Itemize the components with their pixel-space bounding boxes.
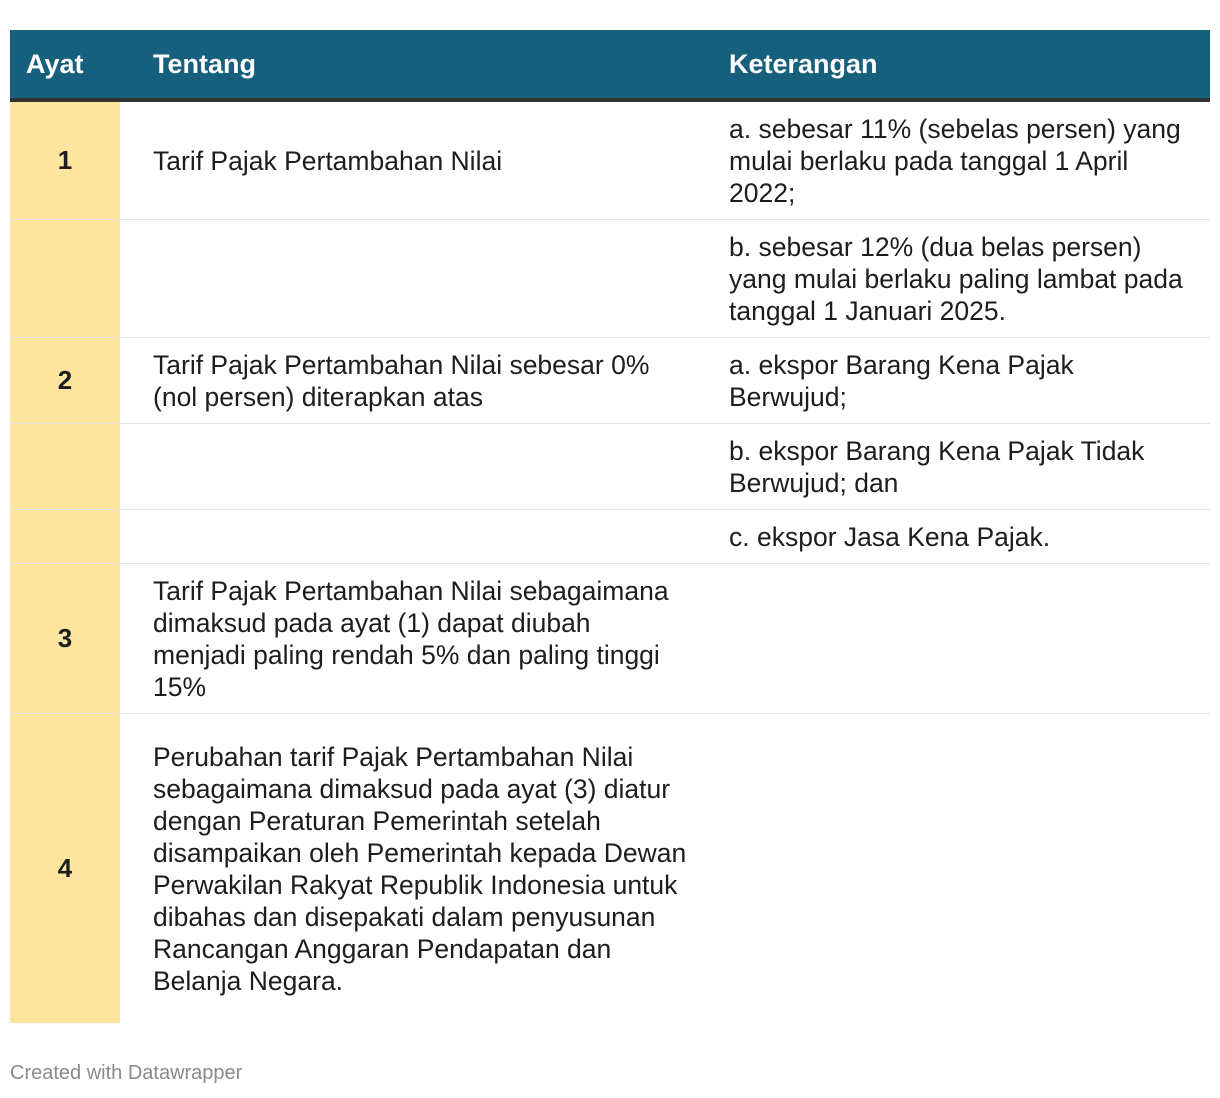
ayat-cell: 3	[10, 564, 120, 713]
table-row	[10, 102, 1210, 220]
header-ayat: Ayat	[26, 49, 84, 79]
keterangan-cell: b. sebesar 12% (dua belas persen) yang mulai berlaku paling lambat pada tanggal 1 Januari 2025.	[729, 231, 1183, 326]
tentang-cell	[120, 510, 729, 563]
table-row	[10, 564, 1210, 714]
ayat-cell	[10, 220, 120, 337]
keterangan-cell: c. ekspor Jasa Kena Pajak.	[729, 521, 1051, 552]
table-row	[10, 424, 1210, 510]
header-keterangan: Keterangan	[729, 49, 878, 79]
header-tentang: Tentang	[153, 49, 256, 79]
ayat-cell: 1	[10, 102, 120, 219]
tentang-cell: Tarif Pajak Pertambahan Nilai	[153, 145, 503, 176]
ayat-cell	[10, 424, 120, 509]
keterangan-cell	[729, 564, 1210, 713]
table-row	[10, 338, 1210, 424]
ayat-cell	[10, 510, 120, 563]
ayat-cell: 2	[10, 338, 120, 423]
tentang-cell: Perubahan tarif Pajak Pertambahan Nilai sebagaimana dimaksud pada ayat (3) diatur dengan Peraturan Pemerintah setelah disampaikan oleh Pemerintah kepada Dewan Perwakilan Rakyat Republik Indonesia untuk dibahas dan disepakati dalam penyusunan Rancangan Anggaran Pendapatan dan Belanja Negara.	[153, 741, 687, 996]
tentang-cell	[120, 220, 729, 337]
tentang-cell: Tarif Pajak Pertambahan Nilai sebesar 0% (nol persen) diterapkan atas	[153, 349, 650, 412]
keterangan-cell: a. ekspor Barang Kena Pajak Berwujud;	[729, 349, 1074, 412]
table-row	[10, 220, 1210, 338]
ayat-cell: 4	[10, 714, 120, 1023]
datawrapper-credit[interactable]: Created with Datawrapper	[10, 1062, 243, 1084]
tentang-cell	[120, 424, 729, 509]
keterangan-cell	[729, 714, 1210, 1023]
keterangan-cell: b. ekspor Barang Kena Pajak Tidak Berwujud; dan	[729, 435, 1145, 498]
table-header	[10, 30, 1210, 102]
keterangan-cell: a. sebesar 11% (sebelas persen) yang mulai berlaku pada tanggal 1 April 2022;	[729, 113, 1181, 208]
table-row	[10, 714, 1210, 1023]
tentang-cell: Tarif Pajak Pertambahan Nilai sebagaimana dimaksud pada ayat (1) dapat diubah menjadi paling rendah 5% dan paling tinggi 15%	[153, 575, 669, 702]
table-row	[10, 510, 1210, 564]
data-table	[10, 30, 1210, 1023]
